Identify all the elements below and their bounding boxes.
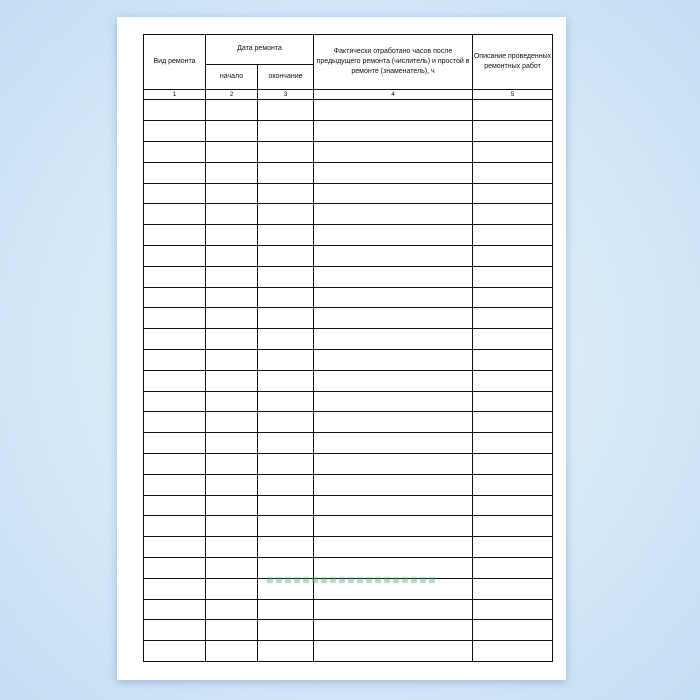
cell-repair-type xyxy=(144,391,206,412)
cell-work-description xyxy=(473,641,553,662)
cell-hours-worked xyxy=(314,100,473,121)
cell-date-end xyxy=(258,266,314,287)
table-row xyxy=(144,537,553,558)
form-sheet xyxy=(117,17,566,680)
table-row xyxy=(144,474,553,495)
cell-date-start xyxy=(206,142,258,163)
cell-date-start xyxy=(206,433,258,454)
table-row xyxy=(144,225,553,246)
cell-work-description xyxy=(473,620,553,641)
cell-date-end xyxy=(258,599,314,620)
cell-hours-worked xyxy=(314,537,473,558)
cell-hours-worked xyxy=(314,557,473,578)
header-repair-date: Дата ремонта xyxy=(206,35,314,65)
cell-repair-type xyxy=(144,433,206,454)
cell-hours-worked xyxy=(314,516,473,537)
table-row xyxy=(144,349,553,370)
cell-date-end xyxy=(258,246,314,267)
header-date-end: окончание xyxy=(258,65,314,90)
repair-log-table xyxy=(143,34,553,662)
cell-date-end xyxy=(258,142,314,163)
cell-repair-type xyxy=(144,121,206,142)
cell-date-start xyxy=(206,246,258,267)
column-number: 1 xyxy=(144,90,206,100)
cell-date-start xyxy=(206,183,258,204)
cell-date-start xyxy=(206,412,258,433)
cell-date-start xyxy=(206,453,258,474)
cell-repair-type xyxy=(144,204,206,225)
cell-date-end xyxy=(258,308,314,329)
table-row xyxy=(144,329,553,350)
cell-work-description xyxy=(473,433,553,454)
cell-hours-worked xyxy=(314,495,473,516)
table-row xyxy=(144,100,553,121)
header-work-description: Описание проведенных ремонтных работ xyxy=(473,35,553,90)
header-date-start: начало xyxy=(206,65,258,90)
table-row xyxy=(144,370,553,391)
cell-date-end xyxy=(258,516,314,537)
column-number: 4 xyxy=(314,90,473,100)
cell-hours-worked xyxy=(314,246,473,267)
cell-date-end xyxy=(258,557,314,578)
cell-date-start xyxy=(206,474,258,495)
cell-work-description xyxy=(473,329,553,350)
cell-date-start xyxy=(206,557,258,578)
table-row xyxy=(144,308,553,329)
table-row xyxy=(144,183,553,204)
cell-repair-type xyxy=(144,474,206,495)
table-row xyxy=(144,620,553,641)
cell-hours-worked xyxy=(314,370,473,391)
cell-date-end xyxy=(258,100,314,121)
cell-date-start xyxy=(206,578,258,599)
cell-work-description xyxy=(473,412,553,433)
cell-date-start xyxy=(206,204,258,225)
cell-date-end xyxy=(258,537,314,558)
header-repair-type: Вид ремонта xyxy=(144,35,206,90)
cell-date-end xyxy=(258,474,314,495)
cell-hours-worked xyxy=(314,162,473,183)
cell-hours-worked xyxy=(314,349,473,370)
cell-date-start xyxy=(206,266,258,287)
cell-date-start xyxy=(206,349,258,370)
table-row xyxy=(144,495,553,516)
cell-date-start xyxy=(206,641,258,662)
column-number: 5 xyxy=(473,90,553,100)
cell-repair-type xyxy=(144,246,206,267)
table-row xyxy=(144,287,553,308)
cell-date-start xyxy=(206,370,258,391)
table-row xyxy=(144,516,553,537)
cell-repair-type xyxy=(144,183,206,204)
cell-hours-worked xyxy=(314,620,473,641)
table-row xyxy=(144,246,553,267)
cell-repair-type xyxy=(144,412,206,433)
cell-date-end xyxy=(258,329,314,350)
cell-hours-worked xyxy=(314,183,473,204)
cell-hours-worked xyxy=(314,433,473,454)
cell-work-description xyxy=(473,349,553,370)
cell-date-start xyxy=(206,495,258,516)
cell-date-start xyxy=(206,329,258,350)
cell-work-description xyxy=(473,287,553,308)
cell-work-description xyxy=(473,100,553,121)
cell-date-start xyxy=(206,162,258,183)
cell-work-description xyxy=(473,266,553,287)
table-row xyxy=(144,266,553,287)
cell-hours-worked xyxy=(314,412,473,433)
cell-date-start xyxy=(206,100,258,121)
column-number: 3 xyxy=(258,90,314,100)
cell-work-description xyxy=(473,142,553,163)
column-number-row xyxy=(144,90,553,100)
table-row xyxy=(144,204,553,225)
header-hours-worked: Фактически отработано часов после предыдущего ремонта (числитель) и простой в ремонте (знаменатель), ч xyxy=(314,35,473,90)
cell-date-start xyxy=(206,225,258,246)
cell-repair-type xyxy=(144,329,206,350)
column-number: 2 xyxy=(206,90,258,100)
cell-date-end xyxy=(258,287,314,308)
cell-repair-type xyxy=(144,370,206,391)
cell-work-description xyxy=(473,308,553,329)
cell-work-description xyxy=(473,557,553,578)
cell-date-end xyxy=(258,370,314,391)
cell-date-end xyxy=(258,225,314,246)
table-row xyxy=(144,391,553,412)
cell-repair-type xyxy=(144,516,206,537)
cell-hours-worked xyxy=(314,474,473,495)
cell-date-end xyxy=(258,495,314,516)
cell-date-end xyxy=(258,204,314,225)
cell-work-description xyxy=(473,370,553,391)
table-row xyxy=(144,641,553,662)
cell-hours-worked xyxy=(314,308,473,329)
cell-date-end xyxy=(258,121,314,142)
cell-date-start xyxy=(206,620,258,641)
cell-repair-type xyxy=(144,142,206,163)
table-row xyxy=(144,453,553,474)
cell-repair-type xyxy=(144,349,206,370)
cell-repair-type xyxy=(144,495,206,516)
cell-date-end xyxy=(258,412,314,433)
watermark xyxy=(267,577,437,583)
cell-date-start xyxy=(206,516,258,537)
table-row xyxy=(144,412,553,433)
cell-repair-type xyxy=(144,641,206,662)
cell-date-end xyxy=(258,641,314,662)
cell-hours-worked xyxy=(314,641,473,662)
cell-work-description xyxy=(473,495,553,516)
cell-work-description xyxy=(473,578,553,599)
cell-repair-type xyxy=(144,537,206,558)
cell-repair-type xyxy=(144,453,206,474)
table-row xyxy=(144,142,553,163)
cell-work-description xyxy=(473,204,553,225)
table-row xyxy=(144,599,553,620)
cell-repair-type xyxy=(144,578,206,599)
cell-work-description xyxy=(473,391,553,412)
cell-repair-type xyxy=(144,162,206,183)
cell-repair-type xyxy=(144,225,206,246)
cell-work-description xyxy=(473,246,553,267)
cell-hours-worked xyxy=(314,266,473,287)
cell-repair-type xyxy=(144,266,206,287)
cell-date-start xyxy=(206,308,258,329)
cell-date-end xyxy=(258,162,314,183)
cell-date-start xyxy=(206,537,258,558)
cell-date-start xyxy=(206,287,258,308)
cell-repair-type xyxy=(144,287,206,308)
cell-work-description xyxy=(473,474,553,495)
cell-date-end xyxy=(258,453,314,474)
cell-work-description xyxy=(473,537,553,558)
cell-work-description xyxy=(473,225,553,246)
cell-date-start xyxy=(206,599,258,620)
cell-date-end xyxy=(258,391,314,412)
cell-hours-worked xyxy=(314,391,473,412)
cell-hours-worked xyxy=(314,453,473,474)
cell-hours-worked xyxy=(314,121,473,142)
cell-work-description xyxy=(473,516,553,537)
cell-repair-type xyxy=(144,100,206,121)
cell-repair-type xyxy=(144,620,206,641)
cell-hours-worked xyxy=(314,225,473,246)
cell-hours-worked xyxy=(314,287,473,308)
cell-repair-type xyxy=(144,557,206,578)
cell-hours-worked xyxy=(314,329,473,350)
cell-date-end xyxy=(258,620,314,641)
cell-date-end xyxy=(258,349,314,370)
cell-work-description xyxy=(473,453,553,474)
cell-date-start xyxy=(206,121,258,142)
table-row xyxy=(144,162,553,183)
table-row xyxy=(144,557,553,578)
cell-date-end xyxy=(258,433,314,454)
cell-work-description xyxy=(473,599,553,620)
table-row xyxy=(144,121,553,142)
cell-date-start xyxy=(206,391,258,412)
cell-work-description xyxy=(473,121,553,142)
cell-work-description xyxy=(473,183,553,204)
cell-date-end xyxy=(258,183,314,204)
cell-work-description xyxy=(473,162,553,183)
table-row xyxy=(144,433,553,454)
cell-repair-type xyxy=(144,599,206,620)
cell-hours-worked xyxy=(314,599,473,620)
cell-hours-worked xyxy=(314,142,473,163)
cell-hours-worked xyxy=(314,204,473,225)
cell-repair-type xyxy=(144,308,206,329)
